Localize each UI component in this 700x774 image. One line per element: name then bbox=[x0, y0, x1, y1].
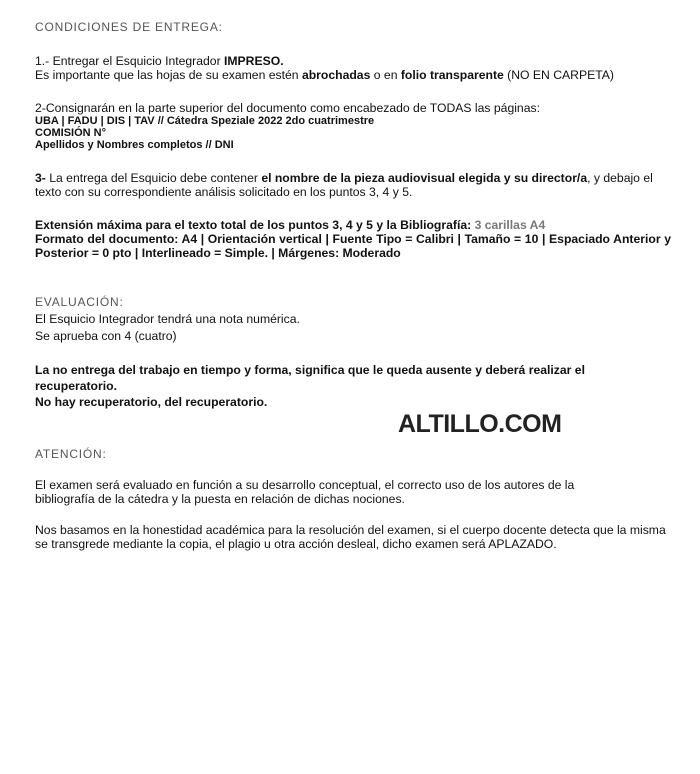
watermark-logo: ALTILLO.COM bbox=[398, 410, 562, 438]
format-requirements bbox=[35, 218, 671, 260]
item-1-bold-d: folio transparente bbox=[400, 68, 504, 82]
format-max-pages: 3 carillas A4 bbox=[474, 218, 546, 232]
item-2-header-line-1: UBA | FADU | DIS | TAV // Cátedra Speziale 2022 2do cuatrimestre bbox=[35, 115, 375, 127]
item-1-bold: IMPRESO. bbox=[224, 54, 284, 68]
item-2 bbox=[35, 101, 671, 151]
attention-paragraph-1: El examen será evaluado en función a su desarrollo conceptual, el correcto uso de los autores de la bibliografía de la cátedra y la puesta en relación de dichas nociones. bbox=[35, 478, 575, 506]
item-1-text-e: (NO EN CARPETA) bbox=[503, 68, 614, 82]
warning-line-1: La no entrega del trabajo en tiempo y forma, significa que le queda ausente y deberá realizar el recuperatorio. bbox=[35, 363, 585, 393]
section-title-conditions: CONDICIONES DE ENTREGA: bbox=[35, 20, 223, 34]
item-2-header-line-3: Apellidos y Nombres completos // DNI bbox=[35, 139, 234, 151]
item-3 bbox=[35, 171, 671, 199]
item-1 bbox=[35, 54, 671, 82]
item-3-text-a: La entrega del Esquicio debe contener bbox=[45, 171, 262, 185]
item-2-header-line-2: COMISIÓN N° bbox=[35, 127, 107, 139]
evaluation-text bbox=[35, 311, 671, 345]
section-title-attention: ATENCIÓN: bbox=[35, 447, 107, 461]
format-details: Formato del documento: A4 | Orientación vertical | Fuente Tipo = Calibri | Tamaño = 10 | Espaciado Anterior y Posterior = 0 pto | Interlineado = Simple. | Márgenes: Moderado bbox=[35, 232, 671, 260]
format-max-length: Extensión máxima para el texto total de los puntos 3, 4 y 5 y la Bibliografía: bbox=[35, 218, 475, 232]
item-1-bold-b: abrochadas bbox=[301, 68, 371, 82]
warning-text bbox=[35, 362, 635, 410]
item-1-prefix: 1.- Entregar el Esquicio Integrador bbox=[35, 54, 225, 68]
item-2-intro: 2-Consignarán en la parte superior del documento como encabezado de TODAS las páginas: bbox=[35, 101, 540, 115]
evaluation-line-2: Se aprueba con 4 (cuatro) bbox=[35, 329, 177, 343]
item-1-text-a: Es importante que las hojas de su examen estén bbox=[35, 68, 302, 82]
warning-line-2: No hay recuperatorio, del recuperatorio. bbox=[35, 395, 268, 409]
evaluation-line-1: El Esquicio Integrador tendrá una nota numérica. bbox=[35, 312, 300, 326]
item-3-number: 3- bbox=[35, 171, 46, 185]
item-3-text-c: , y debajo el texto con su correspondiente análisis solicitado en los puntos 3, 4 y 5. bbox=[35, 171, 653, 199]
item-3-bold: el nombre de la pieza audiovisual elegida y su director/a bbox=[261, 171, 588, 185]
attention-paragraph-2: Nos basamos en la honestidad académica para la resolución del examen, si el cuerpo docente detecta que la misma se transgrede mediante la copia, el plagio u otra acción desleal, dicho examen será APLAZADO. bbox=[35, 523, 666, 551]
item-1-text-c: o en bbox=[370, 68, 401, 82]
section-title-evaluation: EVALUACIÓN: bbox=[35, 295, 124, 309]
